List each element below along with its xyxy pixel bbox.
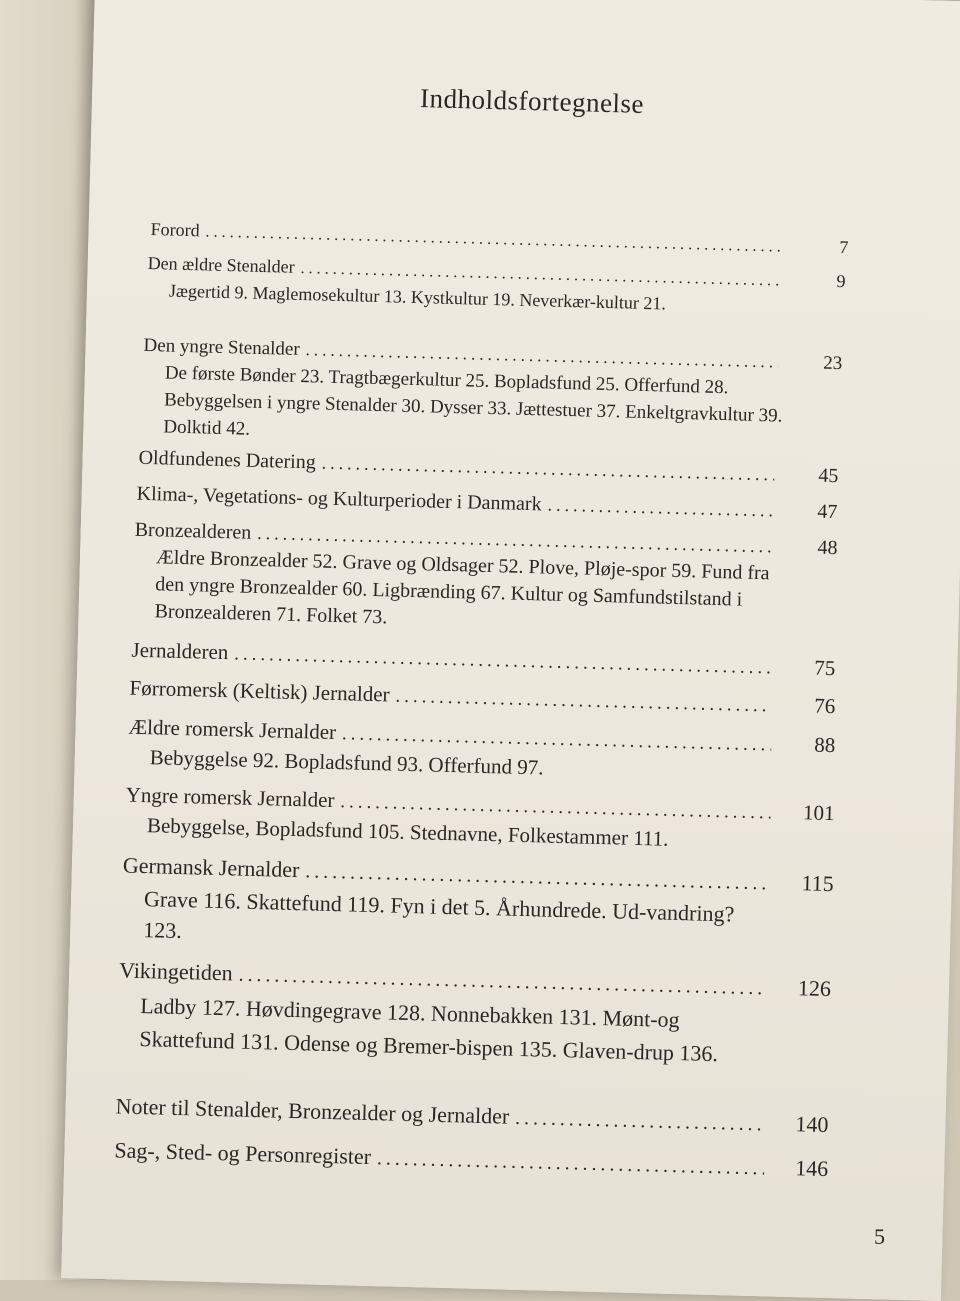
toc-page-number: 47 — [817, 500, 838, 524]
toc-entry — [141, 332, 843, 458]
toc-page-number: 88 — [814, 732, 836, 758]
toc-entry — [121, 850, 834, 964]
toc-entry — [125, 781, 835, 859]
toc-entry-title: Ældre romersk Jernalder — [128, 714, 337, 745]
dot-leader — [377, 1142, 765, 1185]
toc-subentries: Jægertid 9. Maglemosekultur 13. Kystkultur 19. Neverkær-kultur 21. — [168, 280, 667, 314]
toc-page-number: 45 — [818, 464, 839, 488]
page-number: 5 — [874, 1224, 885, 1249]
toc-page-number: 48 — [817, 536, 838, 560]
toc-entry-title: Sag-, Sted- og Personregister — [114, 1137, 372, 1170]
toc-entry — [115, 1089, 829, 1143]
toc-entry — [127, 713, 835, 789]
toc-entry-title: Forord — [150, 219, 200, 241]
toc-page-number: 101 — [802, 800, 835, 826]
page-title: Indholdsfortegnelse — [419, 83, 645, 119]
toc-page-number: 9 — [836, 270, 846, 292]
toc-subentries: Grave 116. Skattefund 119. Fyn i det 5. Århundrede. Ud-vandring? 123. — [142, 886, 735, 944]
toc-entry-title: Noter til Stenalder, Bronzealder og Jernalder — [115, 1093, 510, 1129]
toc-page-number: 140 — [795, 1111, 829, 1138]
toc-entry-line — [115, 1089, 829, 1143]
toc-entry-title: Vikingetiden — [118, 957, 234, 986]
toc-page-number: 115 — [801, 870, 835, 897]
toc-entry-title: Oldfundenes Datering — [138, 446, 317, 474]
toc-page-number: 7 — [839, 237, 849, 258]
toc-subentries: De første Bønder 23. Tragtbægerkultur 25. Bopladsfund 25. Offerfund 28. Bebyggelsen i yngre Stenalder 30. Dysser 33. Jættestuer 37. Enkeltgravkultur 39. Dolktid 42. — [163, 362, 783, 440]
toc-page-number: 126 — [797, 975, 832, 1002]
toc-entry — [132, 517, 838, 643]
toc-page-number: 23 — [823, 352, 843, 375]
toc-entry-title: Klima-, Vegetations- og Kulturperioder i Danmark — [136, 482, 542, 516]
toc-subentries: Bebyggelse 92. Bopladsfund 93. Offerfund 97. — [149, 745, 544, 780]
dot-leader — [547, 492, 774, 525]
toc-entry-title: Yngre romersk Jernalder — [125, 782, 335, 813]
dot-leader — [321, 450, 774, 489]
toc-subentries: Ladby 127. Høvdingegrave 128. Nonnebakken 131. Mønt-og Skattefund 131. Odense og Bremer-bispen 135. Glaven-drup 136. — [139, 993, 719, 1067]
toc-page-number: 75 — [814, 655, 836, 681]
toc-entry-line — [114, 1133, 829, 1187]
toc-subentries: Bebyggelse, Bopladsfund 105. Stednavne, Folkestammer 111. — [146, 813, 669, 851]
toc-entry-title: Bronzealderen — [134, 518, 252, 544]
toc-entry-title: Jernalderen — [131, 637, 229, 665]
dot-leader — [234, 640, 772, 682]
toc-entry-title: Førromersk (Keltisk) Jernalder — [129, 675, 390, 707]
toc-entry — [114, 1133, 829, 1187]
dot-leader — [395, 683, 772, 721]
toc-subentries: Ældre Bronzealder 52. Grave og Oldsager 52. Plove, Pløje-spor 59. Fund fra den yngre Bronzealder 60. Ligbrænding 67. Kultur og Samfundstilstand i Bronzealderen 71. Folket 73. — [154, 546, 770, 629]
toc-entry — [117, 953, 831, 1073]
toc-entry-title: Den yngre Stenalder — [143, 334, 300, 360]
toc-entry-title: Germansk Jernalder — [122, 852, 300, 883]
toc-entry-title: Den ældre Stenalder — [147, 252, 295, 277]
dot-leader — [515, 1102, 765, 1142]
toc-page-number: 76 — [814, 693, 836, 719]
toc-entry — [147, 250, 846, 321]
book-page — [61, 0, 960, 1301]
toc-page-number: 146 — [794, 1155, 829, 1182]
